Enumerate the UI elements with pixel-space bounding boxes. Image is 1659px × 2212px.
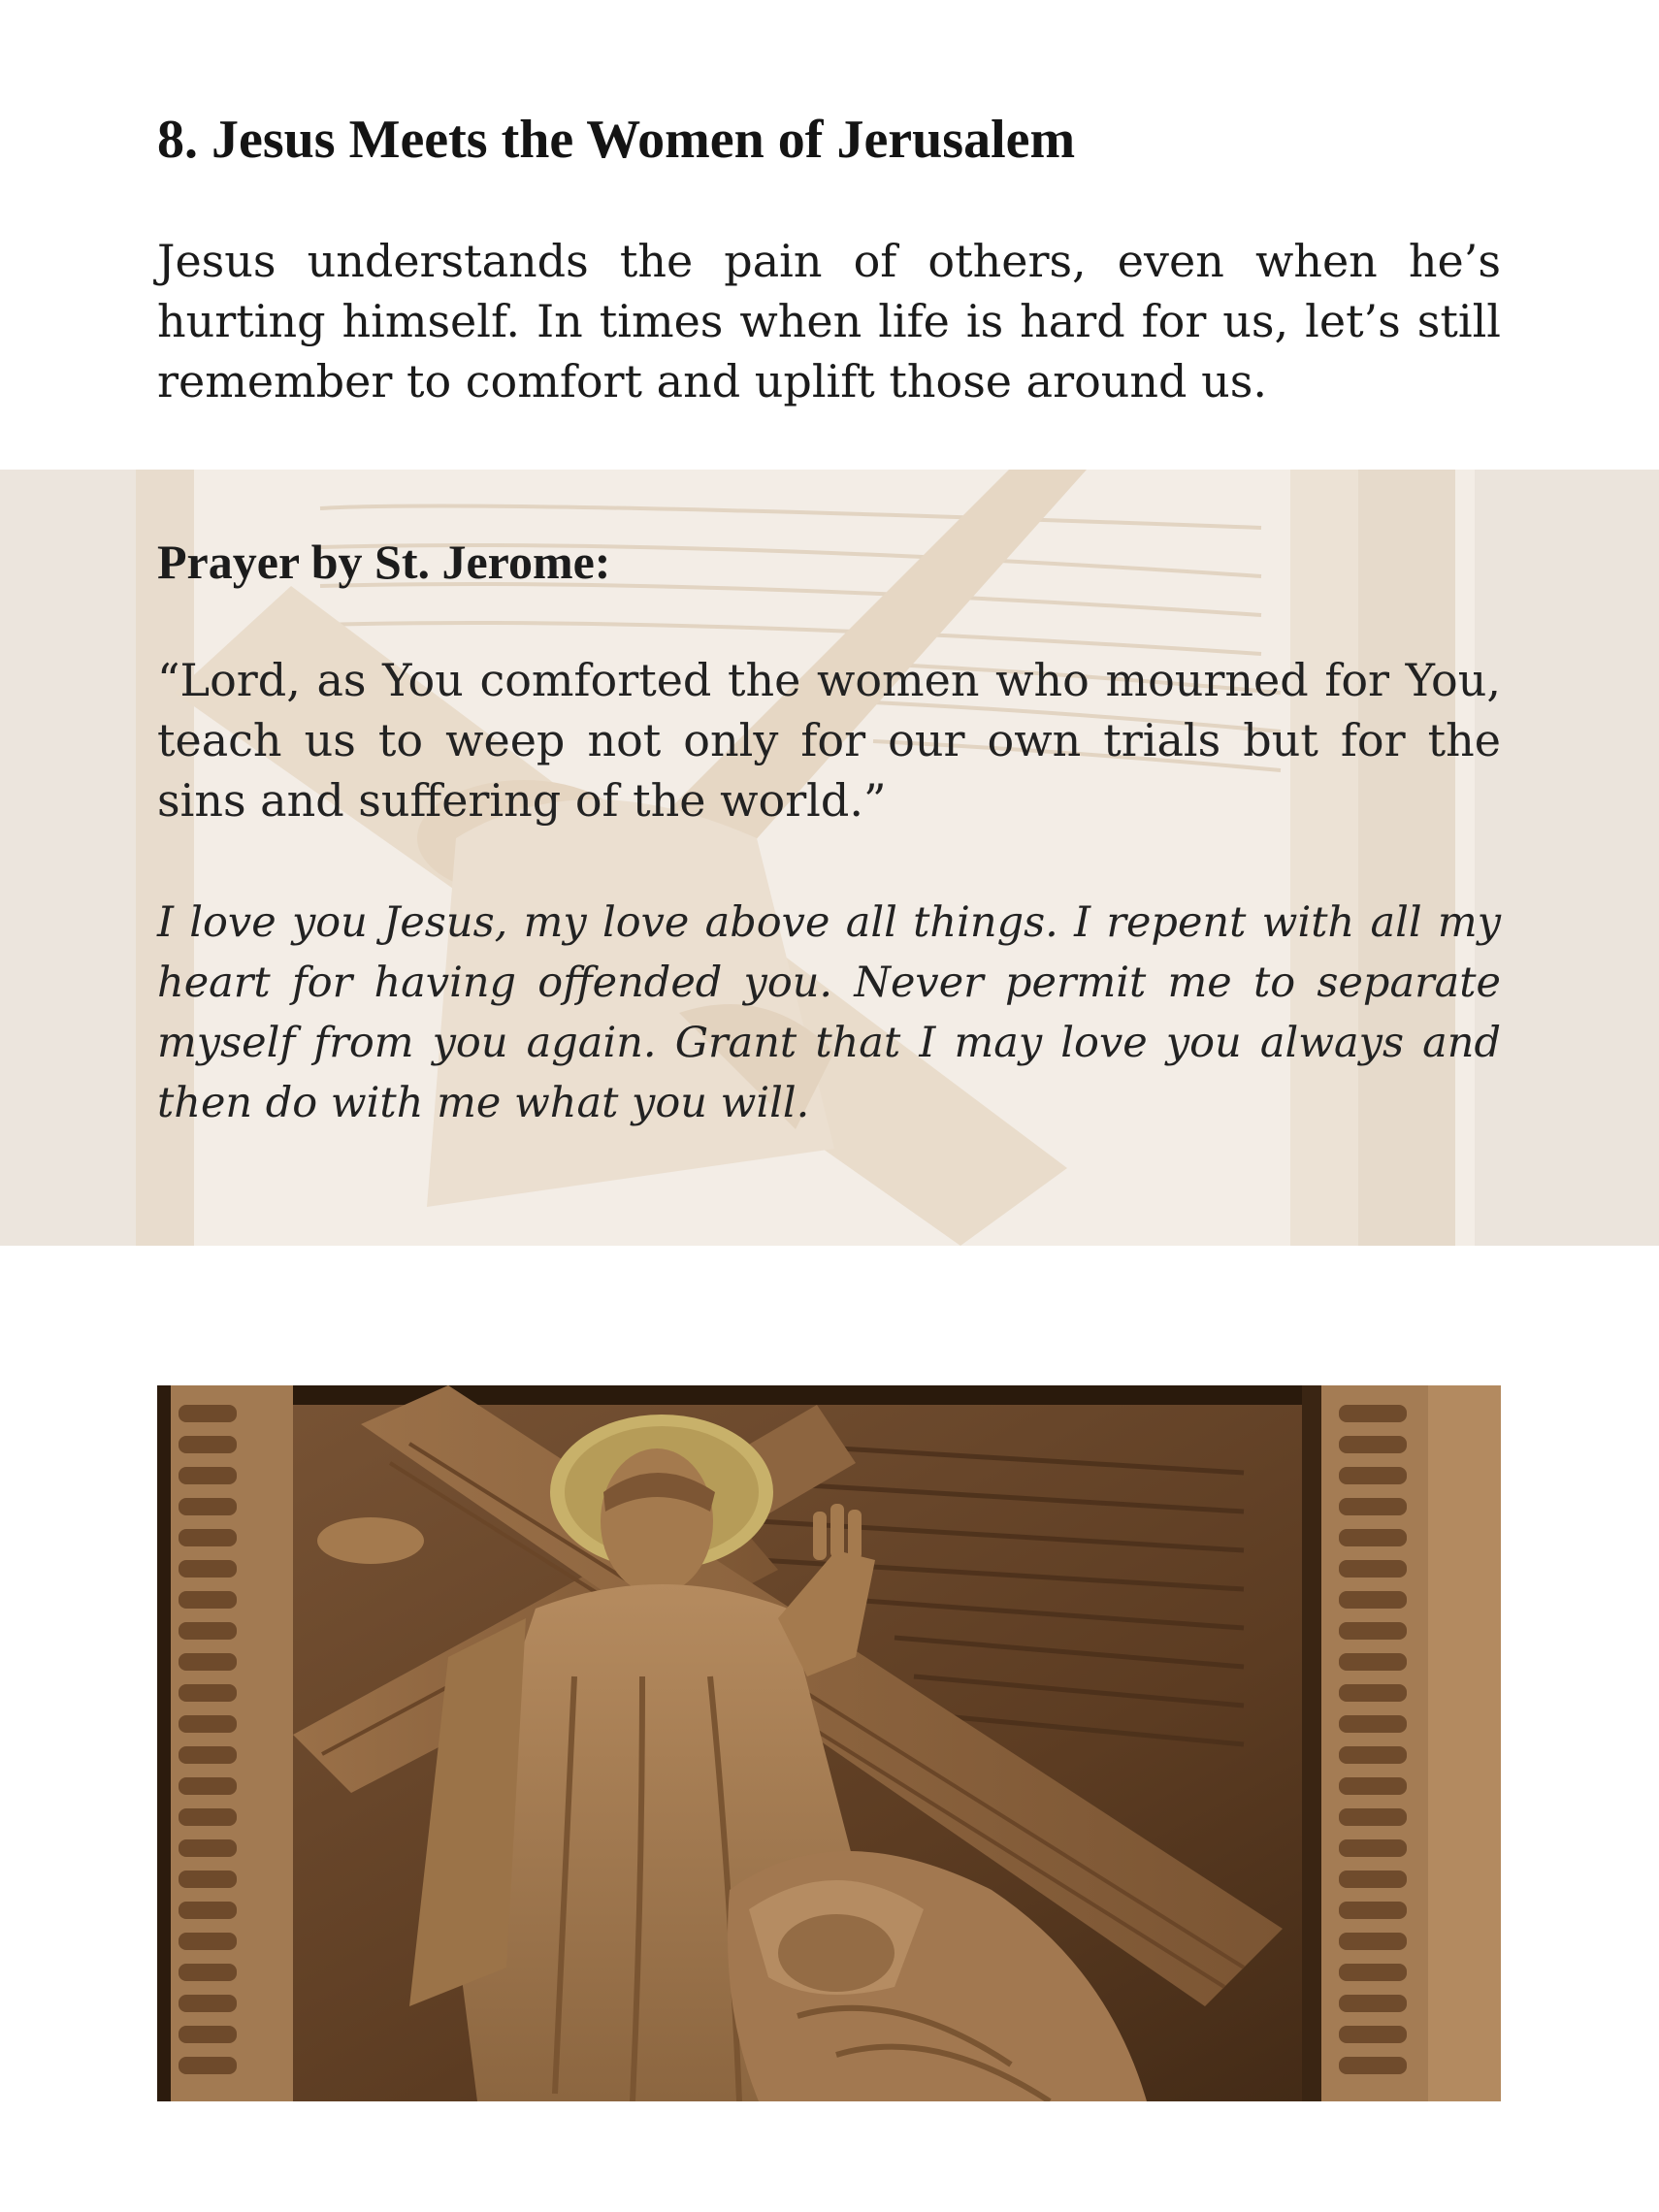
page-title: 8. Jesus Meets the Women of Jerusalem <box>157 110 1076 170</box>
intro-paragraph: Jesus understands the pain of others, even when he’s hurting himself. In times when life is hard for us, let’s still remember to comfort and uplift those around us. <box>157 235 1501 407</box>
prayer-section <box>0 470 1659 1246</box>
prayer-quote: “Lord, as You comforted the women who mourned for You, teach us to weep not only for our own trials but for the sins and suffering of the world.” <box>157 654 1501 827</box>
wood-carving-illustration <box>157 1385 1501 2101</box>
prayer-heading: Prayer by St. Jerome: <box>157 535 611 589</box>
wood-carving-image <box>157 1385 1501 2101</box>
act-of-love-prayer: I love you Jesus, my love above all things. I repent with all my heart for having offended you. Never permit me to separate myself from you again. Grant that I may love you always and then do with me what you will. <box>157 898 1501 1127</box>
